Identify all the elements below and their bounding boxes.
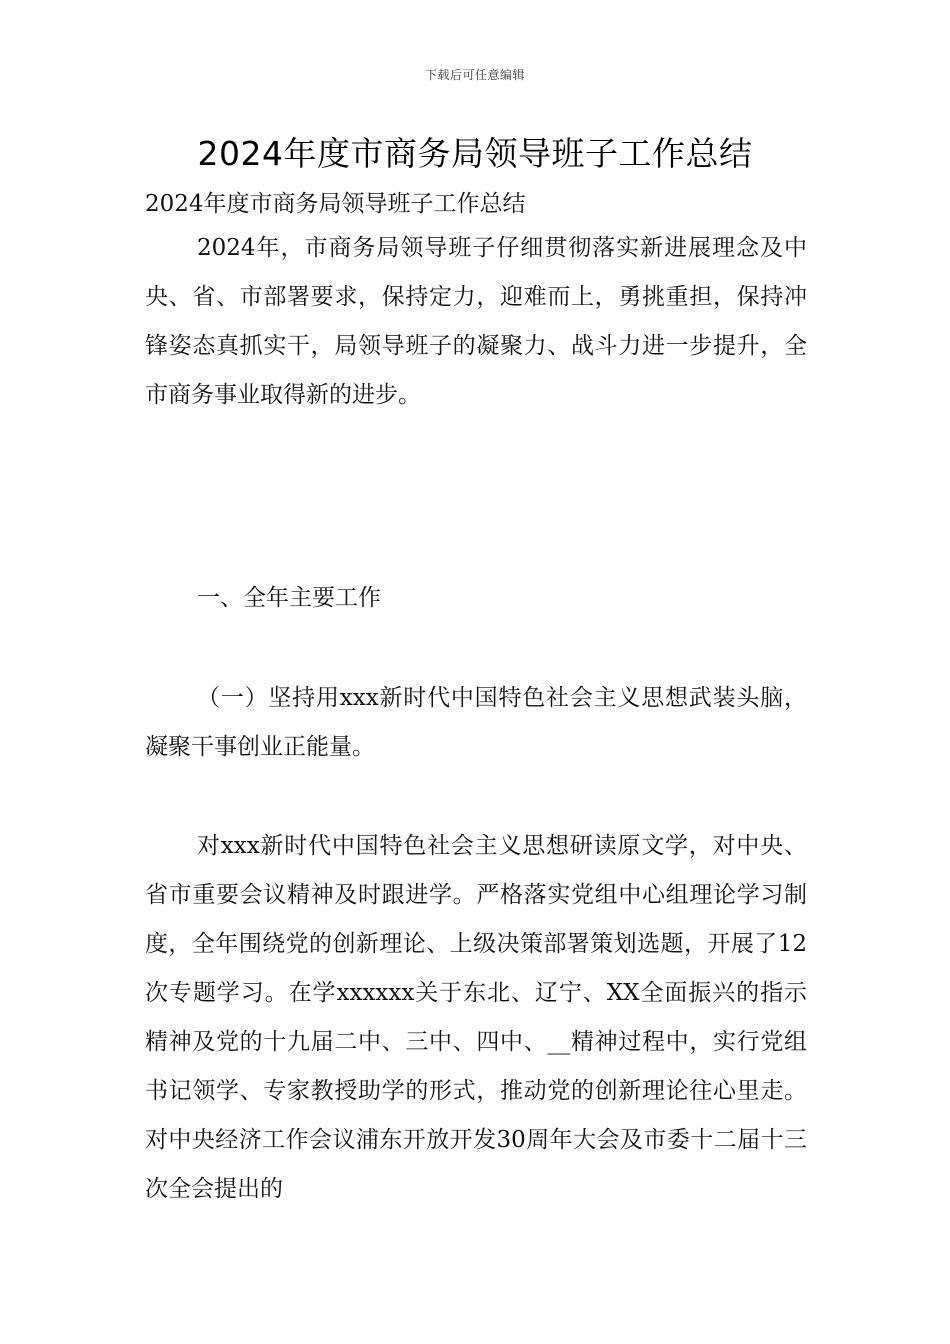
body-paragraph: 对xxx新时代中国特色社会主义思想研读原文学，对中央、省市重要会议精神及时跟进学。严格落实党组中心组理论学习制度，全年围绕党的创新理论、上级决策部署策划选题，开展了12次专题学习。在学xxxxxx关于东北、辽宁、XX全面振兴的指示精神及党的十九届二中、三中、四中、__精神过程中，实行党组书记领学、专家教授助学的形式，推动党的创新理论往心里走。对中央经济工作会议浦东开放开发30周年大会及市委十二届十三次全会提出的 bbox=[145, 833, 807, 1202]
section-heading: 一、全年主要工作 bbox=[197, 585, 381, 611]
subsection-heading: （一）坚持用xxx新时代中国特色社会主义思想武装头脑，凝聚干事创业正能量。 bbox=[145, 685, 807, 760]
header-note: 下载后可任意编辑 bbox=[424, 68, 525, 82]
document-title: 2024年度市商务局领导班子工作总结 bbox=[197, 134, 753, 173]
document-subtitle: 2024年度市商务局领导班子工作总结 bbox=[145, 191, 526, 217]
intro-paragraph: 2024年，市商务局领导班子仔细贯彻落实新进展理念及中央、省、市部署要求，保持定力，迎难而上，勇挑重担，保持冲锋姿态真抓实干，局领导班子的凝聚力、战斗力进一步提升，全市商务事业取得新的进步。 bbox=[145, 235, 807, 408]
